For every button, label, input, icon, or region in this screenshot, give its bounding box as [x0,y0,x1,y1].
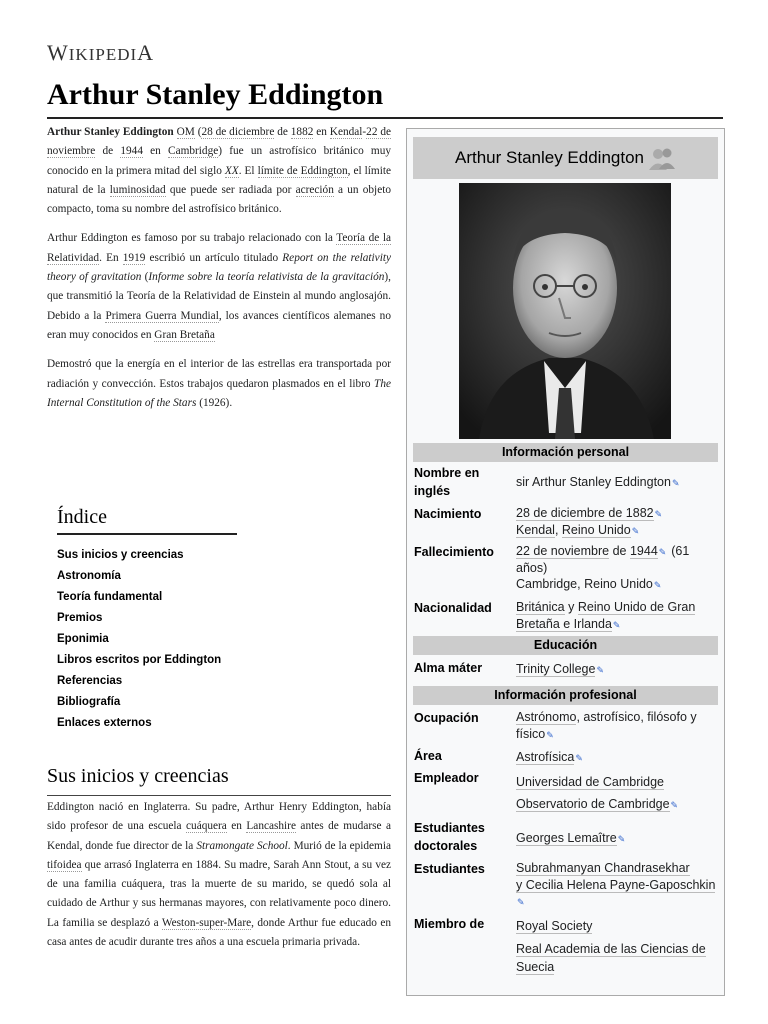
portrait-image [459,183,671,439]
toc-item[interactable]: Astronomía [57,570,121,582]
toc-item[interactable]: Sus inicios y creencias [57,549,184,561]
om-link[interactable]: OM [176,126,195,138]
infobox-section-personal: Información personal [413,443,718,462]
edit-pencil-icon[interactable]: ✎ [671,478,680,488]
edit-pencil-icon[interactable]: ✎ [546,729,554,740]
person-icon [648,145,676,171]
wikipedia-logo[interactable]: WIKIPEDIA [47,40,155,65]
intro-column [47,123,391,423]
infobox-title: Arthur Stanley Eddington [413,137,718,179]
table-of-contents [57,506,247,734]
ww1-link[interactable]: Primera Guerra Mundial [105,309,219,322]
toc-item[interactable]: Teoría fundamental [57,591,163,603]
page-title: Arthur Stanley Eddington [47,78,384,111]
kendal-link[interactable]: Kendal [329,126,363,138]
century-link[interactable]: XX [224,164,239,177]
relativity-link[interactable]: Teoría de la Relatividad [47,232,392,264]
toc-item[interactable]: Libros escritos por Eddington [57,654,222,666]
edit-pencil-icon[interactable]: ✎ [658,547,667,557]
accretion-link[interactable]: acreción [295,183,334,196]
weston-link[interactable]: Weston-super-Mare [161,916,252,929]
edit-pencil-icon[interactable]: ✎ [670,800,679,810]
typhoid-link[interactable]: tifoidea [47,858,82,871]
edit-pencil-icon[interactable]: ✎ [596,665,604,675]
intro-paragraph-3: Demostró que la energía en el interior de las estrellas era transportada por radiación y convección. Estos trabajos quedaron plasmados en el libro The Internal Constitution of the Stars (1926). [47,358,391,409]
birth-date-link[interactable]: 28 de diciembre [201,126,275,138]
edit-pencil-icon[interactable]: ✎ [654,509,663,519]
toc-item[interactable]: Eponimia [57,633,109,645]
infobox-section-educacion: Educación [413,636,718,655]
toc-item[interactable]: Bibliografía [57,696,121,708]
cambridge-link[interactable]: Cambridge [168,145,219,158]
lancashire-link[interactable]: Lancashire [246,820,296,833]
year-1919-link[interactable]: 1919 [122,251,146,264]
toc-heading: Índice [57,506,237,535]
toc-item[interactable]: Premios [57,612,103,624]
edit-pencil-icon[interactable]: ✎ [631,525,640,536]
section-inicios-body: Eddington nació en Inglaterra. Su padre, Arthur Henry Eddington, había sido profesor de una escuela cuáquera en Lancashire antes de mudarse a Kendal, donde fue director de la Stramongate School. Murió de la epidemia tifoidea que arrasó Inglaterra en 1884. Su madre, Sarah Ann Stout, a su vez de una familia cuáquera, tras la muerte de su marido, se quedó sola al cuidado de Arthur y sus hermanas mayores, con relativamente poco dinero. La familia se desplazó a Weston-super-Mare, donde Arthur fue educado en casa antes de acudir durante tres años a una escuela primaria privada. [47,801,391,949]
edit-pencil-icon[interactable]: ✎ [653,580,662,590]
edit-pencil-icon[interactable]: ✎ [517,897,525,907]
birth-year-link[interactable]: 1882 [290,126,314,138]
eddington-limit-link[interactable]: límite de Eddington [257,164,348,177]
death-year-link[interactable]: 1944 [120,145,143,158]
section-heading-inicios: Sus inicios y creencias [47,765,229,787]
intro-paragraph-2: Arthur Eddington es famoso por su trabajo relacionado con la Teoría de la Relatividad. En 1919 escribió un artículo titulado Report on the relativity theory of gravitation (Informe sobre la teoría relativista de la gravitación), que transmitió la Teoría de la Relatividad de Einstein al mundo anglosajón. Debido a la Primera Guerra Mundial, los avances científicos alemanes no eran muy conocidos en Gran Bretaña [47,232,392,341]
great-britain-link[interactable]: Gran Bretaña [154,328,215,341]
intro-paragraph-1: Arthur Stanley Eddington OM (28 de diciembre de 1882 en Kendal-22 de noviembre de 1944 en Cambridge) fue un astrofísico británico muy conocido en la primera mitad del siglo XX. El límite de Eddington, el límite natural de la luminosidad que puede ser radiada por acreción a un objeto compacto, toma su nombre del astrofísico británico. [47,126,392,216]
subject-name: Arthur Stanley Eddington [47,126,174,138]
quaker-link[interactable]: cuáquera [186,820,227,833]
edit-pencil-icon[interactable]: ✎ [612,619,621,630]
edit-pencil-icon[interactable]: ✎ [617,834,626,844]
toc-item[interactable]: Enlaces externos [57,717,152,729]
portrait-photo[interactable] [459,183,671,439]
infobox: Arthur Stanley Eddington Información personal Nombre en inglés sir Arthur Stanley Eddington✎ Nacimiento 28 de diciembre de 1882✎ Kendal, Reino Unido✎ Fallecimiento 22 de noviembre de 1944✎ (61 años) Cambridge, Reino Unido✎ Nacionalidad Británica y Reino Unido de Gran Bretaña e Irlanda✎ Educación Alma máter Trinity College✎ Información profesional Ocupación Astrónomo, astrofísico, filósofo y físico✎ Área Astrofísica✎ Empleador Universidad de Cambridge Observatorio de Cambridge✎ Estudiantes doctorales Georges Lemaître✎ Estudiantes Subrahmanyan Chandrasekhar y Cecilia Helena Payne-Gaposchkin✎ Miembro de Royal Society Real Academia de las Ciencias de Suecia [406,128,725,996]
death-date-link[interactable]: 22 de noviembre [47,126,392,158]
title-divider [47,117,723,119]
luminosity-link[interactable]: luminosidad [109,183,166,196]
toc-item[interactable]: Referencias [57,675,123,687]
section-divider [47,795,391,796]
edit-pencil-icon[interactable]: ✎ [575,753,583,763]
infobox-section-profesional: Información profesional [413,686,718,705]
